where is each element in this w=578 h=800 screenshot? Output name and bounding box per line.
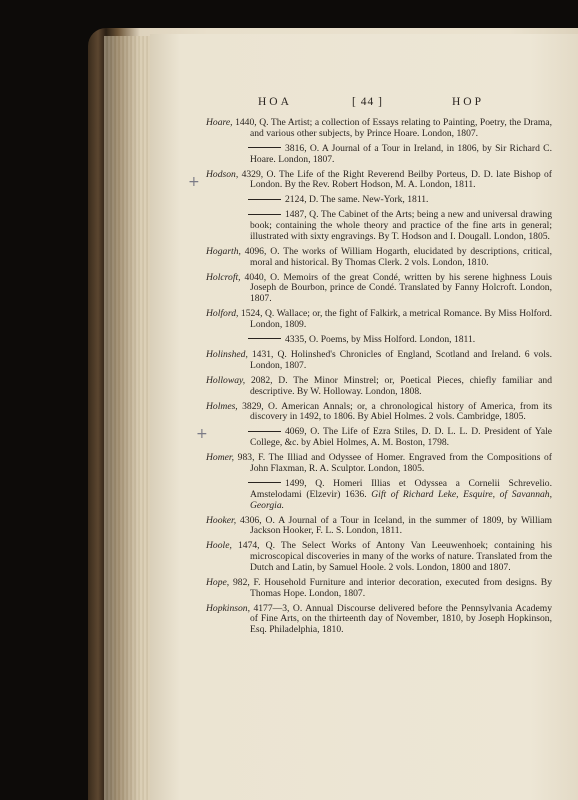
ditto-dash	[248, 431, 281, 432]
entry-author: Hoare,	[206, 117, 233, 128]
entry-text: 1474, Q. The Select Works of Antony Van Leeuwenhoek; containing his microscopical discoveries in many of the works of nature. Translated from the Dutch and Latin, by Samuel Hoole. 2 vols. London, 1800 and 1807.	[231, 540, 552, 573]
entry-author: Holford,	[206, 308, 239, 320]
entry-text: 4096, O. The works of William Hogarth, elucidated by descriptions, critical, moral and historical. By Thomas Clerk. 2 vols. London, 1810.	[240, 245, 552, 268]
entry-author: Holcroft,	[206, 271, 241, 283]
list-item	[206, 578, 552, 600]
entry-author: Hopkinson,	[206, 602, 250, 614]
list-item	[206, 170, 552, 192]
entry-text: 4177—3, O. Annual Discourse delivered before the Pennsylvania Academy of Fine Arts, on the thirteenth day of November, 1810, by Joseph Hopkinson, Esq. Philadelphia, 1810.	[249, 602, 552, 636]
ditto-dash	[248, 482, 281, 483]
list-item	[206, 453, 552, 475]
ditto-dash	[248, 338, 281, 339]
entry-text: 4306, O. A Journal of a Tour in Iceland, in the summer of 1809, by William Jackson Hooker, F. L. S. London, 1811.	[236, 514, 552, 537]
header-left: HOA	[258, 96, 292, 108]
entry-text: 1524, Q. Wallace; or, the fight of Falkirk, a metrical Romance. By Miss Holford. London, 1809.	[238, 308, 552, 331]
list-item	[206, 273, 552, 305]
entry-text: 1487, Q. The Cabinet of the Arts; being a new and universal drawing book; containing the whole theory and practice of the fine arts in general; illustrated with sixty engravings. By T. Hodson and I. Dougall. London, 1805.	[250, 209, 552, 242]
pencil-cross-mark-holmes: +	[196, 426, 208, 442]
ditto-dash	[248, 147, 281, 148]
entry-author: Hodson,	[206, 168, 239, 180]
entry-text: 3829, O. American Annals; or, a chronological history of America, from its discovery in 1492, to 1806. By Abiel Holmes. 2 vols. Cambridge, 1805.	[237, 400, 552, 423]
list-item	[206, 309, 552, 331]
entry-text: 982, F. Household Furniture and interior decoration, executed from designs. By Thomas Hope. London, 1807.	[229, 576, 552, 599]
entry-text: 4040, O. Memoirs of the great Condé, written by his serene highness Louis Joseph de Bourbon, prince de Condé. Translated by Fanny Holcroft. London, 1807.	[240, 271, 552, 305]
list-item	[206, 402, 552, 424]
entry-text: 1431, Q. Holinshed's Chronicles of England, Scotland and Ireland. 6 vols. London, 1807.	[247, 349, 552, 371]
list-item	[206, 210, 552, 242]
entry-author: Hope,	[206, 576, 230, 588]
entry-text: 2082, D. The Minor Minstrel; or, Poetical Pieces, chiefly familiar and descriptive. By W. Holloway. London, 1808.	[245, 374, 552, 397]
list-item	[206, 195, 552, 206]
list-item	[206, 144, 552, 166]
entry-author: Holloway,	[206, 374, 246, 386]
running-head	[150, 96, 578, 112]
header-right: HOP	[452, 96, 485, 108]
list-item	[206, 376, 552, 398]
entry-text: 1440, Q. The Artist; a collection of Essays relating to Painting, Poetry, the Drama, and various other subjects, by Prince Hoare. London, 1807.	[232, 117, 552, 139]
entry-text: 4329, O. The Life of the Right Reverend Beilby Porteus, D. D. late Bishop of London. By the Rev. Robert Hodson, M. A. London, 1811.	[238, 168, 552, 191]
list-item	[206, 335, 552, 346]
entry-author: Hooker,	[206, 514, 237, 526]
list-item	[206, 479, 552, 511]
list-item	[206, 350, 552, 372]
entry-author: Holmes,	[206, 400, 238, 412]
ditto-dash	[248, 214, 281, 215]
entry-author: Hogarth,	[206, 245, 241, 257]
entry-text: 2124, D. The same. New-York, 1811.	[285, 194, 429, 206]
entry-text: 4335, O. Poems, by Miss Holford. London, 1811.	[285, 334, 476, 346]
entry-text: 983, F. The Illiad and Odyssee of Homer. Engraved from the Compositions of John Flaxman, R. A. Sculptor. London, 1805.	[233, 452, 552, 474]
page-edges	[104, 36, 150, 800]
entry-author: Holinshed,	[206, 349, 248, 361]
list-item	[206, 604, 552, 636]
entry-text: 1499, Q. Homeri Illias et Odyssea a Cornelii Schrevelio. Amstelodami (Elzevir) 1636.	[250, 477, 552, 500]
entry-author: Homer,	[206, 452, 234, 464]
page-number: [ 44 ]	[352, 96, 383, 108]
list-item	[206, 247, 552, 269]
list-item	[206, 541, 552, 573]
book-page	[150, 34, 578, 800]
list-item	[206, 427, 552, 449]
entry-author: Hoole,	[206, 540, 232, 552]
list-item	[206, 118, 552, 140]
entry-text: 3816, O. A Journal of a Tour in Ireland, in 1806, by Sir Richard C. Hoare. London, 1807.	[250, 142, 552, 165]
list-item	[206, 516, 552, 538]
catalogue-entries	[206, 118, 552, 640]
entry-text: 4069, O. The Life of Ezra Stiles, D. D. L. L. D. President of Yale College, &c. by Abiel Holmes, A. M. Boston, 1798.	[250, 426, 552, 449]
ditto-dash	[248, 199, 281, 200]
pencil-cross-mark-hodson: +	[188, 174, 200, 190]
entry-gift-note: Gift of Richard Leke, Esquire, of Savannah, Georgia.	[250, 488, 552, 511]
